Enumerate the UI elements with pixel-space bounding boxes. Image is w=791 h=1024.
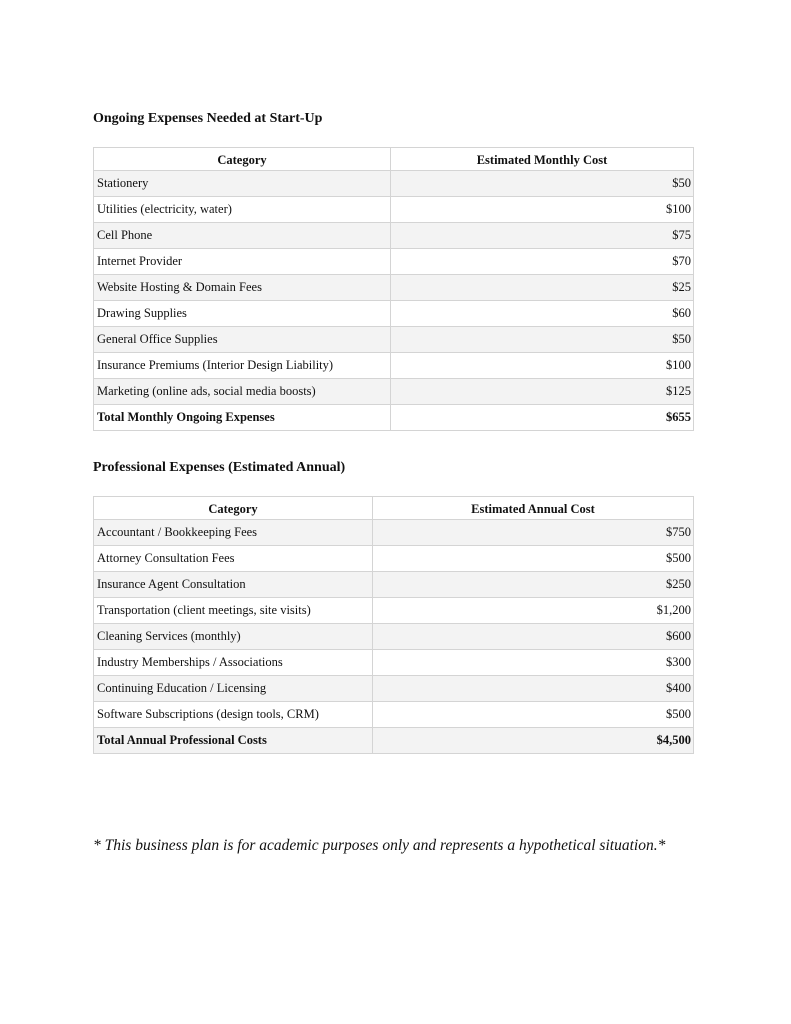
category-cell: Stationery [94, 171, 391, 197]
table-row [94, 624, 694, 650]
cost-cell: $50 [391, 171, 694, 197]
column-header-category: Category [94, 148, 391, 171]
table-row [94, 598, 694, 624]
category-cell: Drawing Supplies [94, 301, 391, 327]
ongoing-expenses-title: Ongoing Expenses Needed at Start-Up [93, 111, 323, 126]
cost-cell: $750 [373, 520, 694, 546]
cost-cell: $70 [391, 249, 694, 275]
table-row [94, 249, 694, 275]
cost-cell: $100 [391, 353, 694, 379]
table-row [94, 301, 694, 327]
table-row [94, 275, 694, 301]
table-row [94, 546, 694, 572]
cost-cell: $100 [391, 197, 694, 223]
category-cell: Insurance Premiums (Interior Design Liability) [94, 353, 391, 379]
category-cell: Cell Phone [94, 223, 391, 249]
professional-expenses-table [93, 496, 694, 754]
cost-cell: $500 [373, 546, 694, 572]
category-cell: Internet Provider [94, 249, 391, 275]
category-cell: Transportation (client meetings, site visits) [94, 598, 373, 624]
total-label: Total Annual Professional Costs [94, 728, 373, 754]
disclaimer-note: * This business plan is for academic purposes only and represents a hypothetical situation.* [93, 837, 666, 854]
table-row [94, 171, 694, 197]
table-row [94, 353, 694, 379]
table-header-row [94, 148, 694, 171]
total-cost: $655 [391, 405, 694, 431]
total-label: Total Monthly Ongoing Expenses [94, 405, 391, 431]
category-cell: Utilities (electricity, water) [94, 197, 391, 223]
column-header-monthly-cost: Estimated Monthly Cost [391, 148, 694, 171]
table-row [94, 650, 694, 676]
cost-cell: $50 [391, 327, 694, 353]
cost-cell: $60 [391, 301, 694, 327]
category-cell: Insurance Agent Consultation [94, 572, 373, 598]
category-cell: Attorney Consultation Fees [94, 546, 373, 572]
table-row [94, 676, 694, 702]
cost-cell: $250 [373, 572, 694, 598]
column-header-annual-cost: Estimated Annual Cost [373, 497, 694, 520]
cost-cell: $600 [373, 624, 694, 650]
column-header-category: Category [94, 497, 373, 520]
table-row [94, 223, 694, 249]
category-cell: Industry Memberships / Associations [94, 650, 373, 676]
cost-cell: $500 [373, 702, 694, 728]
cost-cell: $1,200 [373, 598, 694, 624]
category-cell: Accountant / Bookkeeping Fees [94, 520, 373, 546]
ongoing-expenses-table [93, 147, 694, 431]
category-cell: Marketing (online ads, social media boosts) [94, 379, 391, 405]
table-row [94, 572, 694, 598]
cost-cell: $400 [373, 676, 694, 702]
category-cell: Website Hosting & Domain Fees [94, 275, 391, 301]
category-cell: General Office Supplies [94, 327, 391, 353]
table-row [94, 327, 694, 353]
cost-cell: $125 [391, 379, 694, 405]
category-cell: Software Subscriptions (design tools, CRM) [94, 702, 373, 728]
category-cell: Continuing Education / Licensing [94, 676, 373, 702]
table-row [94, 379, 694, 405]
total-row [94, 728, 694, 754]
cost-cell: $75 [391, 223, 694, 249]
table-header-row [94, 497, 694, 520]
category-cell: Cleaning Services (monthly) [94, 624, 373, 650]
total-cost: $4,500 [373, 728, 694, 754]
professional-expenses-title: Professional Expenses (Estimated Annual) [93, 460, 346, 475]
table-row [94, 520, 694, 546]
table-row [94, 197, 694, 223]
cost-cell: $300 [373, 650, 694, 676]
total-row [94, 405, 694, 431]
cost-cell: $25 [391, 275, 694, 301]
table-row [94, 702, 694, 728]
